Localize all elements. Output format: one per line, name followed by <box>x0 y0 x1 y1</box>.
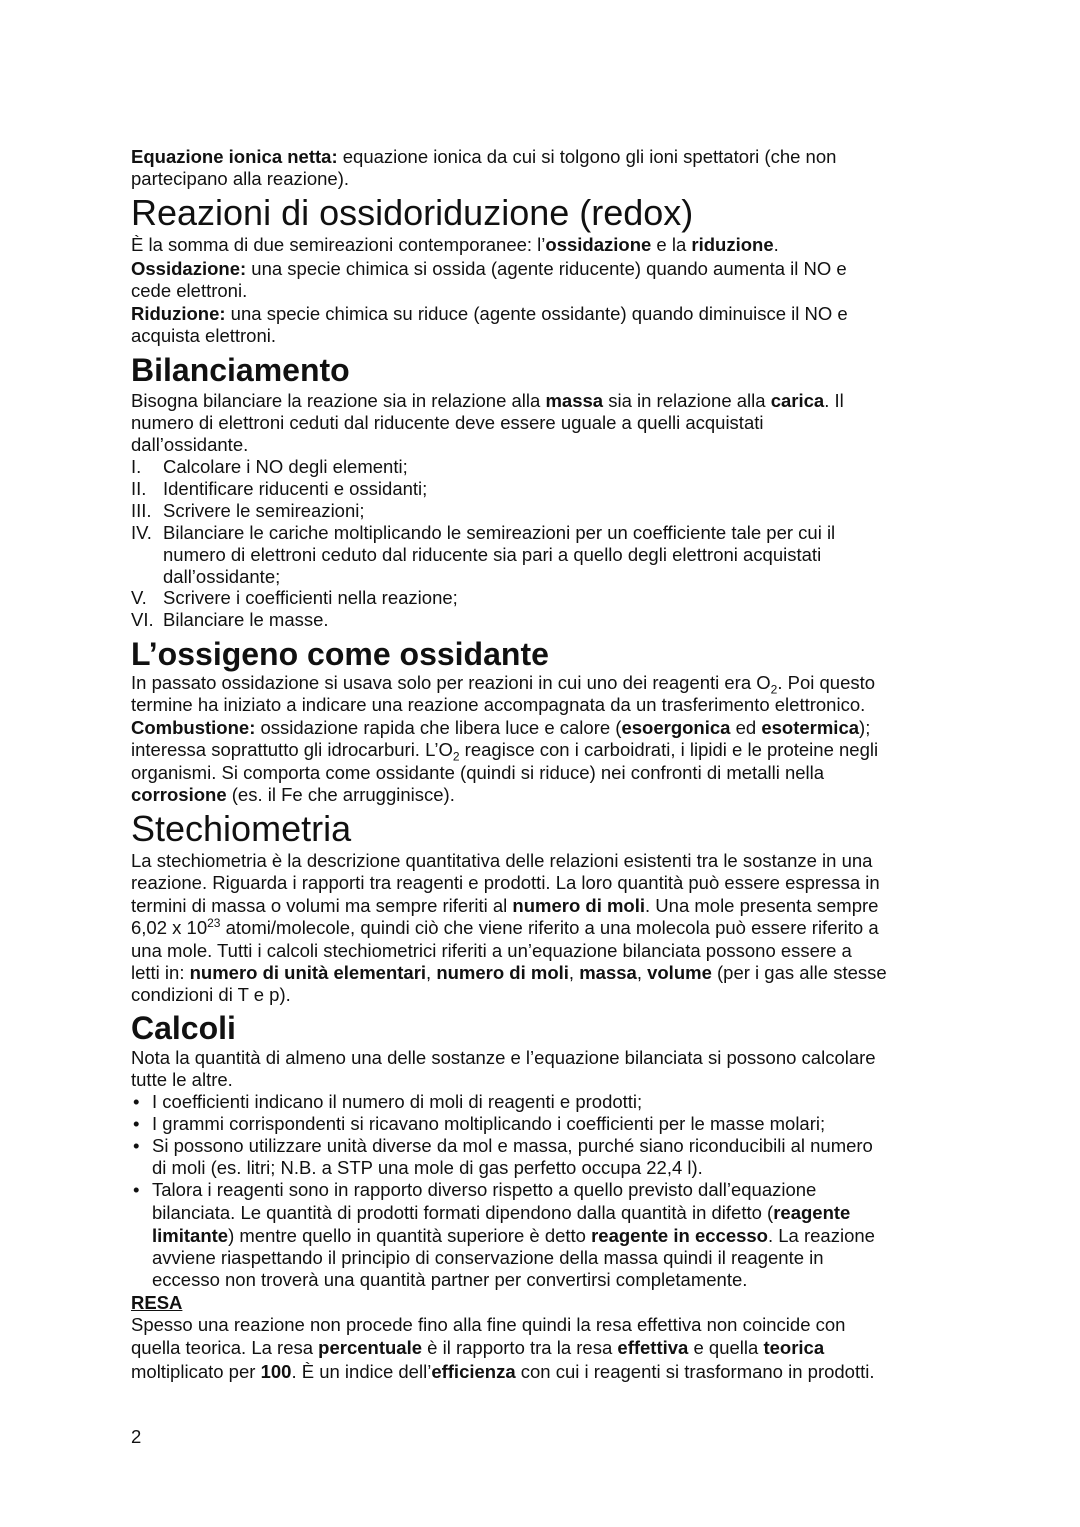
list-marker: IV. <box>131 522 152 543</box>
line-text <box>131 917 879 938</box>
line-text <box>131 984 291 1005</box>
line-text <box>163 609 329 631</box>
text-line <box>131 717 870 739</box>
list-marker: II. <box>131 478 147 499</box>
bold-text: corrosione <box>131 784 227 805</box>
bold-text: carica <box>770 390 825 411</box>
text-segment: partecipano alla reazione). <box>131 168 350 189</box>
text-segment: interessa soprattutto gli idrocarburi. L’O <box>131 739 453 760</box>
line-text <box>131 1314 845 1335</box>
text-segment: 2 <box>770 682 778 697</box>
bold-text: massa <box>579 962 637 983</box>
line-text <box>131 962 887 983</box>
text-line <box>131 258 847 280</box>
text-segment: 2 <box>452 749 460 764</box>
text-segment: dall’ossidante. <box>131 434 249 455</box>
bold-text: esotermica <box>761 717 860 738</box>
line-text <box>163 566 280 588</box>
text-line <box>131 784 455 806</box>
text-line <box>131 412 763 434</box>
line-text <box>131 1426 141 1447</box>
text-segment: ) mentre quello in quantità superiore è detto <box>228 1225 592 1246</box>
text-line <box>131 672 876 697</box>
text-segment: . <box>773 234 779 255</box>
line-text <box>152 1247 824 1269</box>
bold-text: reagente in eccesso <box>591 1225 768 1246</box>
bold-text: numero di unità elementari <box>189 962 427 983</box>
bold-text: efficienza <box>431 1361 516 1382</box>
page-number <box>131 1426 141 1448</box>
text-line <box>131 739 879 764</box>
text-line <box>131 762 824 784</box>
text-segment: 6,02 x 10 <box>131 917 208 938</box>
text-segment: Stechiometria <box>131 808 352 849</box>
text-segment: Si possono utilizzare unità diverse da mol e massa, purché siano riconducibili al numero <box>152 1135 873 1156</box>
text-segment: , <box>568 962 580 983</box>
text-segment: , <box>426 962 437 983</box>
text-segment: Bisogna bilanciare la reazione sia in relazione alla <box>131 390 546 411</box>
text-segment: moltiplicato per <box>131 1361 261 1382</box>
text-line <box>131 1292 182 1314</box>
text-segment: bilanciata. Le quantità di prodotti formati dipendono dalla quantità in difetto ( <box>152 1202 774 1223</box>
line-text <box>131 412 763 433</box>
line-text <box>131 694 865 715</box>
text-segment: , <box>636 962 648 983</box>
text-segment: termine ha iniziato a indicare una reazione accompagnata da un trasferimento elettronico. <box>131 694 866 715</box>
line-text <box>163 587 458 609</box>
text-line <box>131 325 276 347</box>
bold-text: numero di moli <box>512 895 646 916</box>
text-segment: Spesso una reazione non procede fino alla fine quindi la resa effettiva non coincide con <box>131 1314 846 1335</box>
text-segment: (per i gas alle stesse <box>711 962 887 983</box>
text-segment: equazione ionica da cui si tolgono gli ioni spettatori (che non <box>337 146 837 167</box>
text-line <box>131 1069 233 1091</box>
list-marker: VI. <box>131 609 154 630</box>
line-text <box>131 850 872 871</box>
line-text <box>131 1361 875 1382</box>
text-line <box>131 917 879 939</box>
list-marker: V. <box>131 587 147 608</box>
text-segment: Bilanciare le cariche moltiplicando le semireazioni per un coefficiente tale per cui il <box>163 522 836 543</box>
line-text <box>152 1091 642 1113</box>
line-text <box>131 1337 824 1358</box>
line-text <box>131 808 351 849</box>
text-segment: reagisce con i carboidrati, i lipidi e le proteine negli <box>459 739 879 760</box>
text-line <box>131 280 247 302</box>
text-segment: (es. il Fe che arrugginisce). <box>226 784 455 805</box>
text-segment: Identificare riducenti e ossidanti; <box>163 478 428 499</box>
line-text <box>131 739 879 764</box>
text-line <box>131 895 878 917</box>
text-segment: Calcolare i NO degli elementi; <box>163 456 408 477</box>
text-segment: ); <box>859 717 871 738</box>
text-line <box>131 168 349 190</box>
text-line <box>131 1361 875 1383</box>
bold-text: Combustione: <box>131 717 256 738</box>
text-segment: con cui i reagenti si trasformano in prodotti. <box>515 1361 875 1382</box>
line-text <box>131 1069 233 1090</box>
line-text <box>131 434 248 455</box>
text-segment: 23 <box>207 915 221 930</box>
line-text <box>131 146 836 167</box>
text-segment: I grammi corrispondenti si ricavano moltiplicando i coefficienti per le masse molari; <box>152 1113 826 1134</box>
bold-text: Riduzione: <box>131 303 226 324</box>
line-text <box>131 234 779 255</box>
bold-text: massa <box>545 390 604 411</box>
bold-text: 100 <box>260 1361 292 1382</box>
bullet-icon: • <box>133 1179 140 1200</box>
line-text <box>152 1135 873 1157</box>
line-text <box>163 544 821 566</box>
bullet-icon: • <box>133 1091 140 1112</box>
line-text <box>131 762 824 783</box>
text-line <box>131 1314 845 1336</box>
bold-text: Ossidazione: <box>131 258 247 279</box>
line-text <box>131 352 350 388</box>
text-line <box>131 940 852 962</box>
bold-text: ossidazione <box>545 234 652 255</box>
text-segment: reazione. Riguarda i rapporti tra reagenti e prodotti. La loro quantità può essere espressa in <box>131 872 880 893</box>
text-segment: ed <box>730 717 762 738</box>
line-text <box>152 1113 825 1135</box>
line-text <box>152 1202 850 1224</box>
bold-text: volume <box>647 962 712 983</box>
list-marker: III. <box>131 500 152 521</box>
text-segment: di moli (es. litri; N.B. a STP una mole di gas perfetto occupa 22,4 l). <box>152 1157 703 1178</box>
bold-text: RESA <box>131 1292 183 1313</box>
text-segment: dall’ossidante; <box>163 566 281 587</box>
text-segment: e quella <box>688 1337 764 1358</box>
line-text <box>131 784 455 805</box>
text-line <box>131 390 844 412</box>
bold-text: limitante <box>152 1225 229 1246</box>
line-text <box>131 895 878 916</box>
bold-text: numero di moli <box>436 962 569 983</box>
line-text <box>152 1225 875 1247</box>
text-segment: Scrivere le semireazioni; <box>163 500 365 521</box>
text-segment: . La reazione <box>767 1225 875 1246</box>
text-segment: . Poi questo <box>777 672 876 693</box>
text-segment: In passato ossidazione si usava solo per reazioni in cui uno dei reagenti era O <box>131 672 771 693</box>
text-segment: avviene riaspettando il principio di conservazione della massa quindi il reagente in <box>152 1247 824 1268</box>
line-text <box>131 1047 876 1068</box>
text-line <box>131 434 248 456</box>
text-segment: Bilanciamento <box>131 352 350 388</box>
text-segment: organismi. Si comporta come ossidante (quindi si riduce) nei confronti di metalli nella <box>131 762 825 783</box>
line-text <box>152 1157 703 1179</box>
text-segment: numero di elettroni ceduti dal riducente deve essere uguale a quelli acquistati <box>131 412 764 433</box>
line-text <box>131 636 549 672</box>
text-segment: Scrivere i coefficienti nella reazione; <box>163 587 458 608</box>
line-text <box>131 325 276 346</box>
line-text <box>131 872 880 893</box>
bold-text: reagente <box>773 1202 851 1223</box>
text-segment: e la <box>651 234 692 255</box>
text-line <box>131 146 836 168</box>
bold-text: Equazione ionica netta: <box>131 146 338 167</box>
text-line <box>131 962 887 984</box>
section-heading <box>131 809 351 849</box>
text-line <box>131 1047 876 1069</box>
line-text <box>163 500 365 522</box>
text-segment: Reazioni di ossidoriduzione (redox) <box>131 192 694 233</box>
text-segment: è il rapporto tra la resa <box>422 1337 618 1358</box>
line-text <box>163 478 427 500</box>
bold-text: esoergonica <box>621 717 731 738</box>
text-segment: ossidazione rapida che libera luce e calore ( <box>255 717 622 738</box>
text-segment: Bilanciare le masse. <box>163 609 329 630</box>
text-segment: una specie chimica si ossida (agente riducente) quando aumenta il NO e <box>246 258 847 279</box>
text-segment: una mole. Tutti i calcoli stechiometrici riferiti a un’equazione bilanciata possono essere a <box>131 940 852 961</box>
text-segment: letti in: <box>131 962 190 983</box>
line-text <box>163 522 835 544</box>
text-segment: I coefficienti indicano il numero di moli di reagenti e prodotti; <box>152 1091 643 1112</box>
bold-text: effettiva <box>617 1337 689 1358</box>
text-line <box>131 234 779 256</box>
list-marker: I. <box>131 456 142 477</box>
text-segment: Calcoli <box>131 1010 236 1046</box>
text-segment: atomi/molecole, quindi ciò che viene riferito a una molecola può essere riferito a <box>220 917 879 938</box>
line-text <box>131 303 848 324</box>
text-segment: termini di massa o volumi ma sempre riferiti al <box>131 895 513 916</box>
text-segment: La stechiometria è la descrizione quantitativa delle relazioni esistenti tra le sostanze in una <box>131 850 873 871</box>
text-segment: sia in relazione alla <box>603 390 771 411</box>
text-segment: L’ossigeno come ossidante <box>131 636 549 672</box>
text-segment: Talora i reagenti sono in rapporto diverso rispetto a quello previsto dall’equazione <box>152 1179 817 1200</box>
line-text <box>131 280 247 301</box>
text-segment: . Il <box>824 390 844 411</box>
text-line <box>131 1337 824 1359</box>
bold-text: riduzione <box>691 234 774 255</box>
line-text <box>131 1292 182 1313</box>
text-segment: acquista elettroni. <box>131 325 277 346</box>
bold-text: teorica <box>763 1337 825 1358</box>
text-segment: una specie chimica su riduce (agente ossidante) quando diminuisce il NO e <box>225 303 848 324</box>
line-text <box>131 672 876 697</box>
line-text <box>152 1179 816 1201</box>
text-segment: cede elettroni. <box>131 280 248 301</box>
text-line <box>131 872 880 894</box>
text-segment: Nota la quantità di almeno una delle sostanze e l’equazione bilanciata si possono calcolare <box>131 1047 876 1068</box>
bullet-icon: • <box>133 1113 140 1134</box>
bold-text: percentuale <box>318 1337 423 1358</box>
section-heading <box>131 635 549 673</box>
text-segment: eccesso non troverà una quantità partner per convertirsi completamente. <box>152 1269 748 1290</box>
text-line <box>131 694 865 716</box>
text-segment: È la somma di due semireazioni contemporanee: l’ <box>131 234 546 255</box>
text-segment: tutte le altre. <box>131 1069 233 1090</box>
section-heading <box>131 193 693 233</box>
text-line <box>131 850 872 872</box>
line-text <box>131 940 852 961</box>
text-segment: numero di elettroni ceduto dal riducente sia pari a quello degli elettroni acquistati <box>163 544 822 565</box>
line-text <box>131 390 844 411</box>
line-text <box>131 717 870 738</box>
text-segment: . È un indice dell’ <box>291 1361 432 1382</box>
line-text <box>152 1269 747 1291</box>
text-segment: quella teorica. La resa <box>131 1337 319 1358</box>
text-segment: . Una mole presenta sempre <box>645 895 879 916</box>
line-text <box>131 258 847 279</box>
section-heading <box>131 1009 236 1047</box>
section-heading <box>131 351 350 389</box>
text-line <box>131 303 848 325</box>
text-segment: condizioni di T e p). <box>131 984 291 1005</box>
line-text <box>131 192 693 233</box>
line-text <box>163 456 408 478</box>
text-line <box>131 984 291 1006</box>
text-segment: 2 <box>131 1426 142 1447</box>
line-text <box>131 168 349 189</box>
line-text <box>131 1010 236 1046</box>
bullet-icon: • <box>133 1135 140 1156</box>
